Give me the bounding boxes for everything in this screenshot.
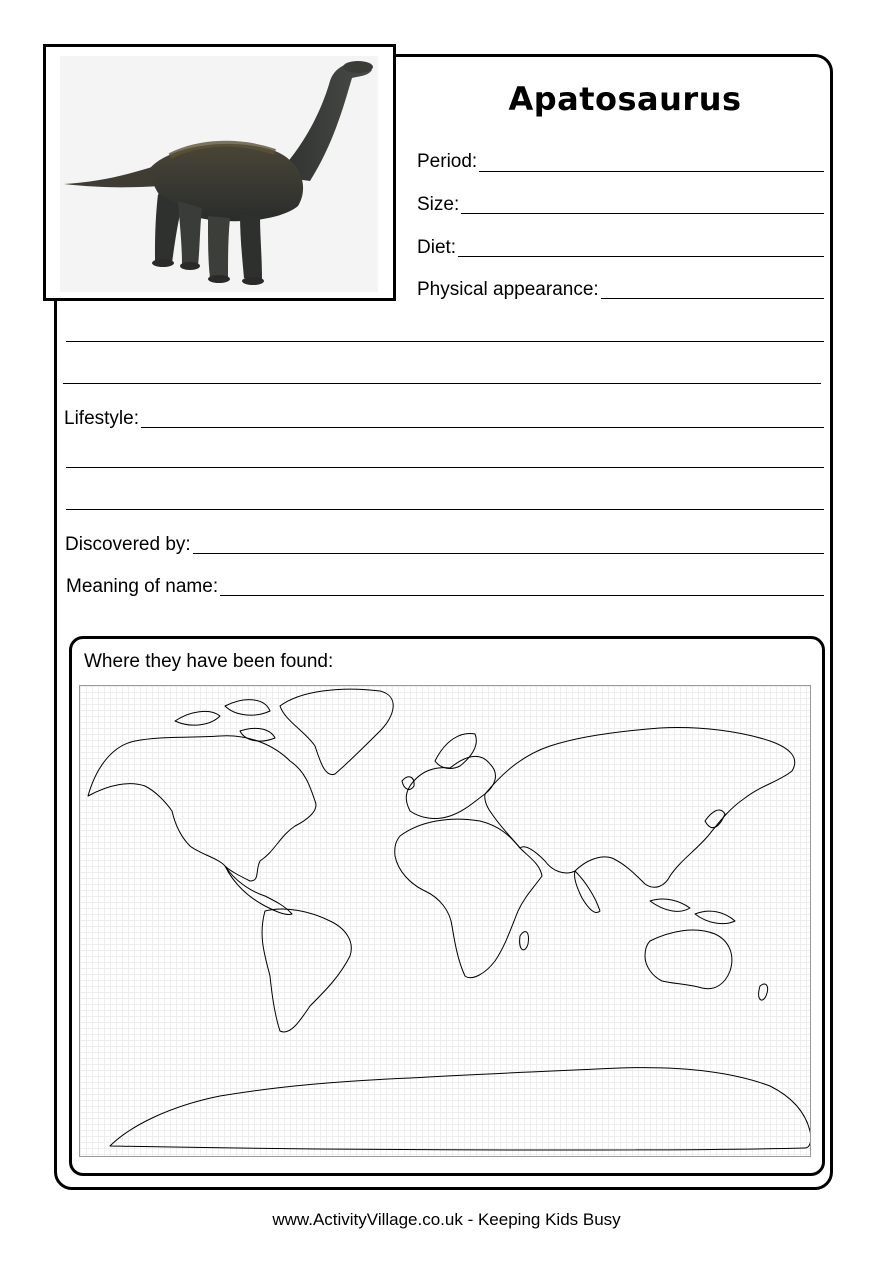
- world-map: [79, 685, 811, 1157]
- discovered-by-label: Discovered by:: [65, 534, 191, 555]
- dinosaur-picture: [60, 56, 378, 292]
- footer-credit: www.ActivityVillage.co.uk - Keeping Kids Busy: [272, 1210, 621, 1229]
- writing-line: [66, 341, 824, 342]
- diet-line: [417, 256, 824, 257]
- lifestyle-label: Lifestyle:: [64, 408, 139, 429]
- map-label: Where they have been found:: [84, 651, 334, 672]
- meaning-of-name-label: Meaning of name:: [66, 576, 219, 597]
- writing-line: [63, 383, 821, 384]
- period-label: Period:: [417, 151, 478, 172]
- page-title: Apatosaurus: [508, 80, 742, 118]
- apatosaurus-icon: [60, 56, 378, 292]
- writing-line: [66, 509, 824, 510]
- size-label: Size:: [417, 194, 460, 215]
- world-map-icon: [80, 686, 811, 1157]
- size-line: [417, 213, 824, 214]
- lifestyle-line: [64, 427, 824, 428]
- dinosaur-picture-frame: [43, 44, 396, 301]
- physical-appearance-label: Physical appearance:: [417, 279, 599, 300]
- diet-label: Diet:: [417, 237, 457, 258]
- writing-line: [66, 467, 824, 468]
